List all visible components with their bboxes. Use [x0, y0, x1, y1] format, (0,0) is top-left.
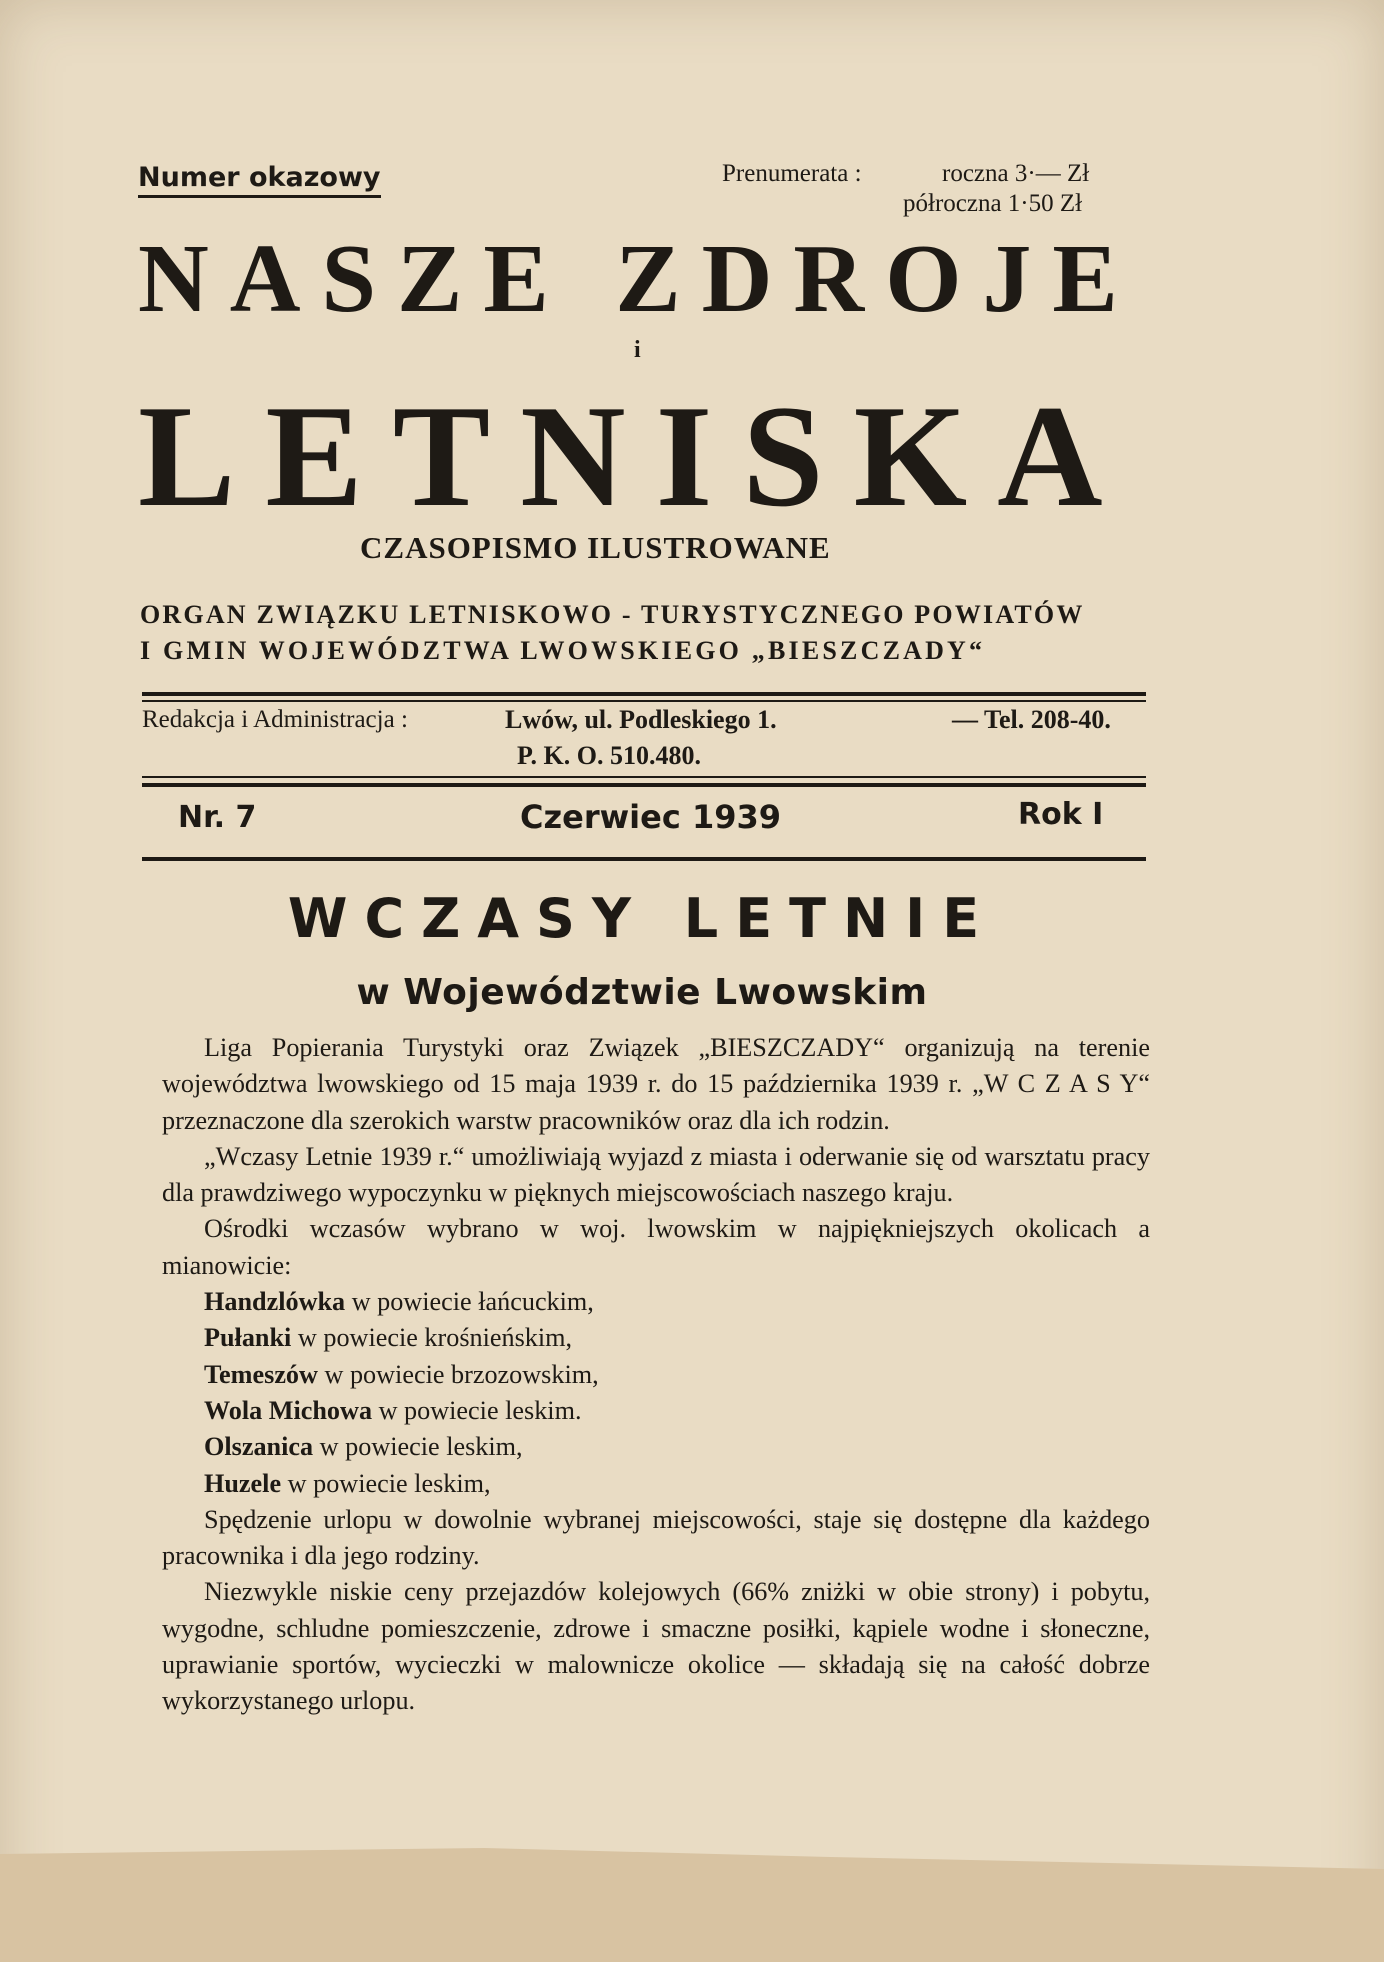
- editorial-account: P. K. O. 510.480.: [517, 741, 701, 770]
- editorial-phone: — Tel. 208-40.: [952, 705, 1111, 734]
- place-district: w powiecie leskim,: [313, 1432, 523, 1462]
- article-subheadline: w Województwie Lwowskim: [356, 972, 928, 1013]
- article-paragraph: Spędzenie urlopu w dowolnie wybranej miejscowości, staje się dostępne dla każdego pracownika i dla jego rodziny.: [162, 1504, 1150, 1571]
- divider-rule: [142, 692, 1146, 696]
- place-name: Handzlówka: [204, 1287, 346, 1317]
- place-district: w powiecie leskim,: [281, 1468, 491, 1498]
- article-paragraph: Ośrodki wczasów wybrano w woj. lwowskim w najpiękniejszych okolicach a mianowicie:: [162, 1214, 1150, 1280]
- place-district: w powiecie leskim.: [372, 1395, 582, 1425]
- divider-rule: [142, 857, 1146, 861]
- article-body: [162, 1030, 1150, 1720]
- divider-rule: [142, 776, 1146, 778]
- place-district: w powiecie łańcuckim,: [345, 1287, 594, 1317]
- subscription-label: Prenumerata :: [722, 160, 862, 187]
- specimen-label: Numer okazowy: [138, 162, 381, 198]
- place-name: Olszanica: [204, 1432, 314, 1462]
- place-item: [162, 1466, 1150, 1502]
- subscription-yearly: roczna 3·— Zł: [942, 160, 1090, 187]
- editorial-label: Redakcja i Administracja :: [142, 706, 408, 733]
- place-name: Huzele: [204, 1468, 282, 1498]
- masthead-title-line2: LETNISKA: [138, 375, 1133, 537]
- masthead-title-line1: NASZE ZDROJE: [138, 225, 1139, 333]
- place-item: [162, 1357, 1150, 1393]
- article-paragraph: Niezwykle niskie ceny przejazdów kolejowych (66% zniżki w obie strony) i pobytu, wygodne, schludne pomieszczenie, zdrowe i smaczne posiłki, kąpiele wodne i słoneczne, uprawianie sportów, wycieczki w malownicze okolice — składają się na całość dobrze wykorzystanego urlopu.: [162, 1577, 1150, 1716]
- divider-rule: [142, 783, 1146, 787]
- masthead-subtitle: CZASOPISMO ILUSTROWANE: [360, 530, 831, 565]
- organ-line-1: ORGAN ZWIĄZKU LETNISKOWO - TURYSTYCZNEGO POWIATÓW: [140, 600, 1085, 629]
- article-paragraph: „Wczasy Letnie 1939 r.“ umożliwiają wyjazd z miasta i oderwanie się od warsztatu pracy dla prawdziwego wypoczynku w pięknych miejscowościach naszego kraju.: [162, 1141, 1150, 1208]
- place-item: [162, 1284, 1150, 1320]
- place-name: Wola Michowa: [204, 1395, 373, 1425]
- place-item: [162, 1429, 1150, 1465]
- article-headline: WCZASY LETNIE: [287, 887, 997, 950]
- place-item: [162, 1320, 1150, 1356]
- organ-line-2: I GMIN WOJEWÓDZTWA LWOWSKIEGO „BIESZCZADY“: [140, 636, 986, 665]
- place-district: w powiecie krośnieńskim,: [291, 1323, 573, 1353]
- place-name: Temeszów: [204, 1359, 318, 1389]
- place-name: Pułanki: [204, 1323, 292, 1353]
- editorial-address: Lwów, ul. Podleskiego 1.: [505, 705, 777, 734]
- subscription-halfyear: półroczna 1·50 Zł: [903, 190, 1083, 217]
- issue-number: Nr. 7: [178, 800, 257, 835]
- place-item: [162, 1393, 1150, 1429]
- place-district: w powiecie brzozowskim,: [317, 1359, 599, 1389]
- issue-date: Czerwiec 1939: [520, 798, 781, 836]
- issue-year: Rok I: [1018, 797, 1104, 832]
- masthead-conjunction: i: [634, 337, 641, 363]
- article-paragraph: Liga Popierania Turystyki oraz Związek „BIESZCZADY“ organizują na terenie województwa lwowskiego od 15 maja 1939 r. do 15 października 1939 r. „W C Z A S Y“ przeznaczone dla szerokich warstw pracowników oraz dla ich rodzin.: [162, 1033, 1150, 1135]
- divider-rule: [142, 700, 1146, 702]
